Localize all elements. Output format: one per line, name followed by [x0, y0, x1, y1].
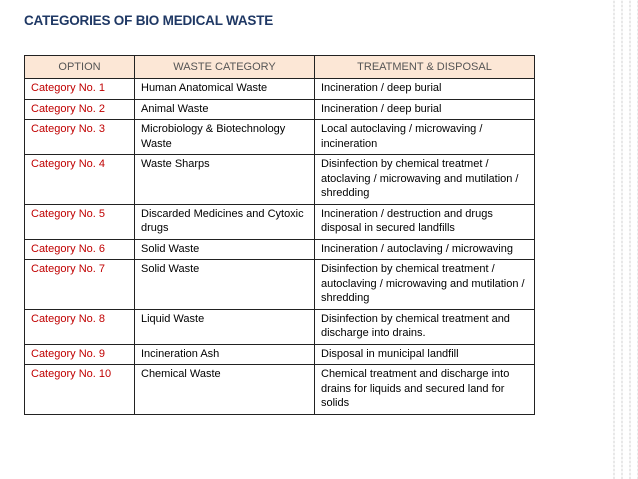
option-cell: Category No. 2 — [25, 99, 135, 120]
waste-category-cell: Microbiology & Biotechnology Waste — [135, 120, 315, 155]
table-body — [25, 79, 535, 415]
waste-category-cell: Incineration Ash — [135, 344, 315, 365]
option-cell: Category No. 5 — [25, 204, 135, 239]
treatment-cell: Chemical treatment and discharge into drains for liquids and secured land for solids — [315, 365, 535, 415]
column-header-treatment-disposal: TREATMENT & DISPOSAL — [315, 56, 535, 79]
treatment-cell: Local autoclaving / microwaving / incineration — [315, 120, 535, 155]
treatment-cell: Disinfection by chemical treatmet / atoclaving / microwaving and mutilation / shredding — [315, 155, 535, 205]
waste-category-cell: Waste Sharps — [135, 155, 315, 205]
table-row — [25, 79, 535, 100]
table-row — [25, 365, 535, 415]
waste-category-cell: Human Anatomical Waste — [135, 79, 315, 100]
waste-category-cell: Discarded Medicines and Cytoxic drugs — [135, 204, 315, 239]
treatment-cell: Incineration / deep burial — [315, 79, 535, 100]
option-cell: Category No. 1 — [25, 79, 135, 100]
option-cell: Category No. 4 — [25, 155, 135, 205]
waste-category-cell: Animal Waste — [135, 99, 315, 120]
table-row — [25, 309, 535, 344]
waste-category-cell: Solid Waste — [135, 260, 315, 310]
waste-category-table — [24, 55, 535, 415]
treatment-cell: Disinfection by chemical treatment and discharge into drains. — [315, 309, 535, 344]
column-header-option: OPTION — [25, 56, 135, 79]
option-cell: Category No. 6 — [25, 239, 135, 260]
page-title: CATEGORIES OF BIO MEDICAL WASTE — [24, 13, 274, 28]
table-header-row — [25, 56, 535, 79]
option-cell: Category No. 7 — [25, 260, 135, 310]
waste-category-cell: Solid Waste — [135, 239, 315, 260]
table-row — [25, 344, 535, 365]
treatment-cell: Incineration / deep burial — [315, 99, 535, 120]
treatment-cell: Incineration / destruction and drugs disposal in secured landfills — [315, 204, 535, 239]
treatment-cell: Disinfection by chemical treatment / autoclaving / microwaving and mutilation / shredding — [315, 260, 535, 310]
column-header-waste-category: WASTE CATEGORY — [135, 56, 315, 79]
table-row — [25, 99, 535, 120]
treatment-cell: Incineration / autoclaving / microwaving — [315, 239, 535, 260]
table-row — [25, 155, 535, 205]
waste-category-cell: Chemical Waste — [135, 365, 315, 415]
option-cell: Category No. 10 — [25, 365, 135, 415]
table-row — [25, 204, 535, 239]
option-cell: Category No. 8 — [25, 309, 135, 344]
treatment-cell: Disposal in municipal landfill — [315, 344, 535, 365]
table-row — [25, 239, 535, 260]
decorative-side-stripe — [610, 0, 638, 479]
waste-category-cell: Liquid Waste — [135, 309, 315, 344]
table-row — [25, 120, 535, 155]
option-cell: Category No. 9 — [25, 344, 135, 365]
table-row — [25, 260, 535, 310]
option-cell: Category No. 3 — [25, 120, 135, 155]
